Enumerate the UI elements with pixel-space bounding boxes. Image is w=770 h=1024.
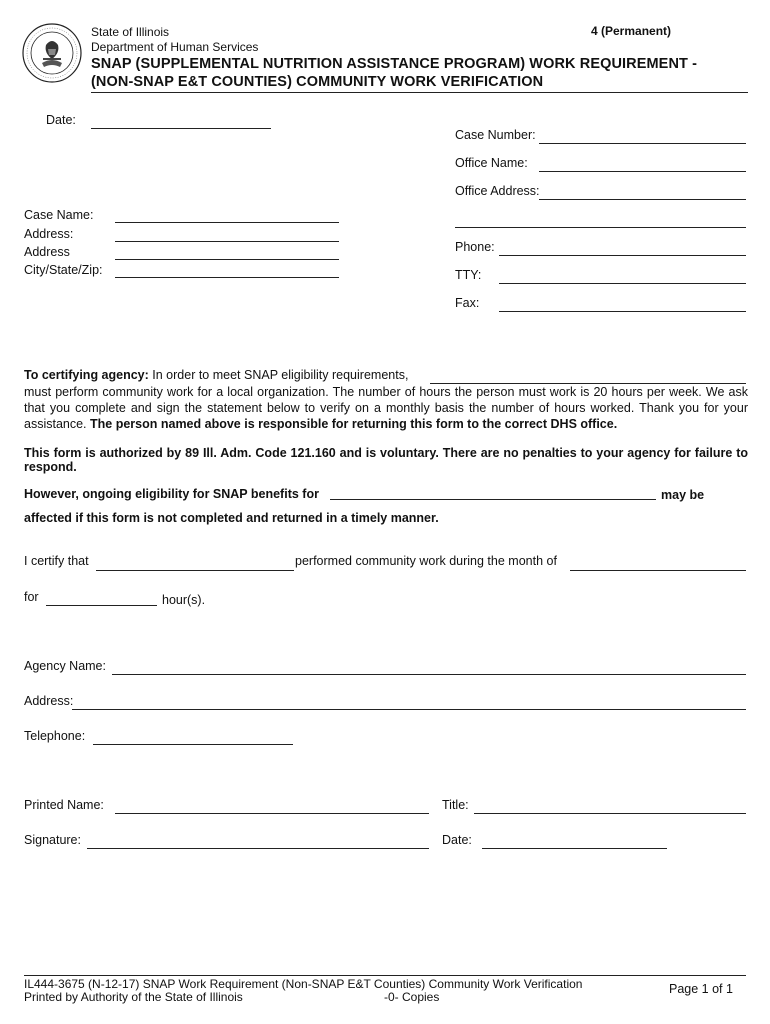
case-number-field[interactable] bbox=[539, 128, 746, 144]
agency-name-label: Agency Name: bbox=[24, 659, 106, 673]
city-state-zip-field[interactable] bbox=[115, 262, 339, 278]
agency-name-field[interactable] bbox=[112, 659, 746, 675]
city-state-zip-label: City/State/Zip: bbox=[24, 263, 103, 277]
title-label: Title: bbox=[442, 798, 469, 812]
fax-label: Fax: bbox=[455, 296, 480, 310]
case-name-label: Case Name: bbox=[24, 208, 94, 222]
authority-statement: This form is authorized by 89 Ill. Adm. Code 121.160 and is voluntary. There are no penalties to your agency for failure to respond. bbox=[24, 446, 748, 474]
address-field[interactable] bbox=[115, 226, 339, 242]
case-name-field[interactable] bbox=[115, 207, 339, 223]
telephone-label: Telephone: bbox=[24, 729, 86, 743]
state-seal-logo bbox=[22, 23, 82, 83]
form-title-line2: (NON-SNAP E&T COUNTIES) COMMUNITY WORK VERIFICATION bbox=[91, 74, 544, 90]
footer-rule bbox=[24, 975, 746, 976]
printed-name-field[interactable] bbox=[115, 798, 429, 814]
signature-date-label: Date: bbox=[442, 833, 472, 847]
certify-person-field[interactable] bbox=[96, 555, 294, 571]
signature-date-field[interactable] bbox=[482, 833, 667, 849]
certify-prefix: I certify that bbox=[24, 554, 89, 568]
to-agency-bold: To certifying agency: bbox=[24, 368, 149, 382]
header-rule bbox=[91, 92, 748, 93]
date-field[interactable] bbox=[91, 113, 271, 129]
office-name-label: Office Name: bbox=[455, 156, 528, 170]
address2-field[interactable] bbox=[115, 244, 339, 260]
copy-type: 4 (Permanent) bbox=[591, 24, 672, 38]
eligibility-name-field[interactable] bbox=[330, 484, 656, 500]
printed-name-label: Printed Name: bbox=[24, 798, 104, 812]
instructions-body: must perform community work for a local organization. The number of hours the person must work is 20 hours per week. We ask that you complete and sign the statement below to verify on a monthly basis the number of hours worked. Thank you for your assistance. bbox=[24, 385, 748, 431]
office-name-field[interactable] bbox=[539, 156, 746, 172]
agency-address-label: Address: bbox=[24, 694, 74, 708]
footer-copies: -0- Copies bbox=[384, 990, 440, 1004]
eligibility-line2: affected if this form is not completed and returned in a timely manner. bbox=[24, 511, 439, 525]
office-address-field-line2[interactable] bbox=[455, 212, 746, 228]
eligibility-prefix: However, ongoing eligibility for SNAP benefits for bbox=[24, 487, 319, 501]
eligibility-suffix: may be bbox=[661, 488, 705, 502]
office-address-field[interactable] bbox=[539, 184, 746, 200]
certify-middle: performed community work during the month of bbox=[295, 554, 557, 568]
return-responsibility: The person named above is responsible for returning this form to the correct DHS office. bbox=[90, 417, 618, 431]
page-number: Page 1 of 1 bbox=[669, 982, 733, 996]
to-agency-intro bbox=[24, 368, 408, 383]
phone-field[interactable] bbox=[499, 240, 746, 256]
date-label: Date: bbox=[46, 113, 76, 127]
phone-label: Phone: bbox=[455, 240, 495, 254]
client-name-field[interactable] bbox=[430, 368, 746, 384]
signature-field[interactable] bbox=[87, 833, 429, 849]
signature-label: Signature: bbox=[24, 833, 81, 847]
form-title-line1: SNAP (SUPPLEMENTAL NUTRITION ASSISTANCE PROGRAM) WORK REQUIREMENT - bbox=[91, 56, 698, 72]
hours-field[interactable] bbox=[46, 590, 157, 606]
instructions-paragraph bbox=[24, 384, 748, 432]
title-field[interactable] bbox=[474, 798, 746, 814]
state-name: State of Illinois bbox=[91, 25, 170, 39]
address2-label: Address bbox=[24, 245, 70, 259]
footer-form-id: IL444-3675 (N-12-17) SNAP Work Requirement (Non-SNAP E&T Counties) Community Work Verification bbox=[24, 977, 583, 991]
telephone-field[interactable] bbox=[93, 729, 293, 745]
agency-address-field[interactable] bbox=[72, 694, 746, 710]
to-agency-text: In order to meet SNAP eligibility requirements, bbox=[152, 368, 409, 382]
certify-month-field[interactable] bbox=[570, 555, 746, 571]
address-label: Address: bbox=[24, 227, 74, 241]
footer-printed-by: Printed by Authority of the State of Illinois bbox=[24, 990, 243, 1004]
case-number-label: Case Number: bbox=[455, 128, 536, 142]
tty-label: TTY: bbox=[455, 268, 482, 282]
department-name: Department of Human Services bbox=[91, 40, 259, 54]
tty-field[interactable] bbox=[499, 268, 746, 284]
fax-field[interactable] bbox=[499, 296, 746, 312]
hours-label: hour(s). bbox=[162, 593, 206, 607]
for-label: for bbox=[24, 590, 39, 604]
office-address-label: Office Address: bbox=[455, 184, 540, 198]
